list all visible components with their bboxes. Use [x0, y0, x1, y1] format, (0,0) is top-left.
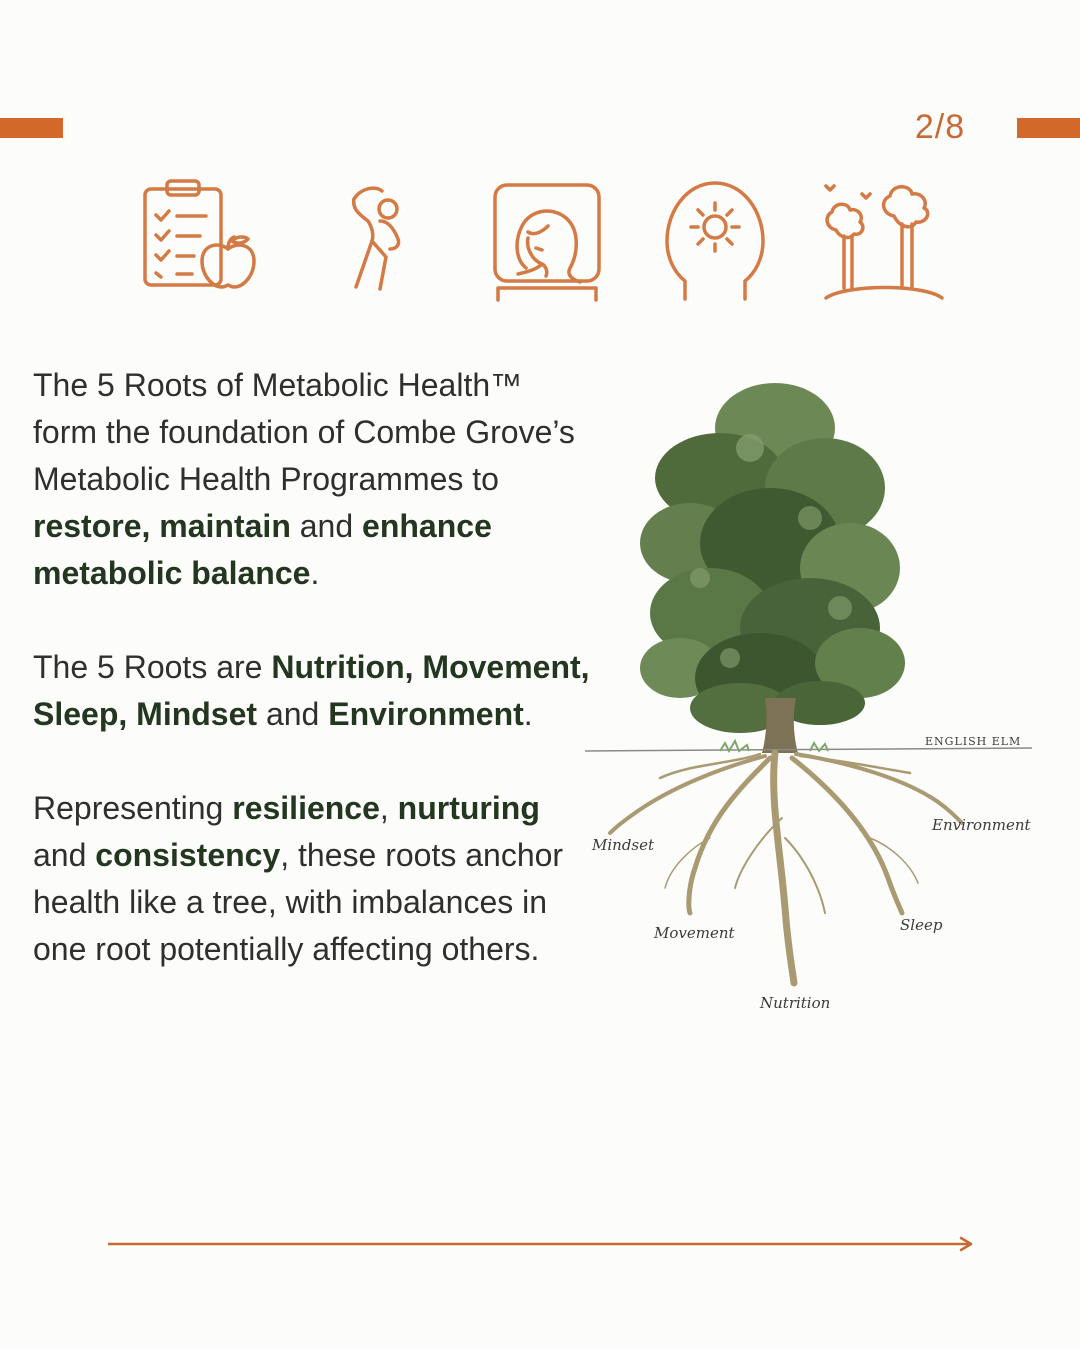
label-sleep: Sleep	[900, 916, 943, 934]
label-english-elm: ENGLISH ELM	[925, 735, 1022, 748]
ground-line	[585, 748, 1032, 751]
text-span: .	[523, 696, 533, 732]
tree-trunk	[762, 698, 798, 753]
next-arrow[interactable]	[108, 1234, 974, 1254]
paragraph-intro	[33, 362, 593, 597]
emphasis-environment: Environment	[328, 696, 524, 732]
emphasis-resilience: resilience	[232, 790, 380, 826]
movement-stretching-person-icon	[340, 175, 410, 295]
emphasis-nurturing: nurturing	[397, 790, 540, 826]
text-span: and	[290, 508, 363, 544]
environment-trees-icon	[822, 180, 944, 302]
text-span: .	[310, 555, 320, 591]
paragraph-representing	[33, 785, 593, 973]
emphasis-consistency: consistency	[95, 837, 281, 873]
emphasis-restore-maintain: restore, maintain	[33, 508, 291, 544]
text-span: , these roots anchor health like a tree, with imbalances in one root potentially affecting others.	[33, 837, 564, 967]
nutrition-clipboard-apple-icon	[140, 175, 260, 295]
text-span: and	[257, 696, 329, 732]
label-mindset: Mindset	[592, 836, 655, 854]
text-span: and	[33, 837, 96, 873]
text-span: ,	[379, 790, 398, 826]
page-indicator: 2/8	[914, 108, 966, 146]
label-nutrition: Nutrition	[760, 994, 831, 1012]
text-span: The 5 Roots of Metabolic Health™ form the foundation of Combe Grove’s Metabolic Health Programmes to	[33, 367, 575, 497]
label-environment: Environment	[932, 816, 1031, 834]
accent-bar-right	[1017, 118, 1080, 138]
label-movement: Movement	[654, 924, 735, 942]
tree-roots	[610, 753, 962, 983]
paragraph-roots	[33, 644, 593, 738]
text-span: Representing	[33, 790, 233, 826]
body-text	[33, 362, 593, 1020]
emphasis-root-list: Nutrition, Movement, Sleep, Mindset	[33, 649, 590, 732]
tree-illustration	[570, 368, 1050, 1068]
mindset-head-sun-icon	[665, 175, 765, 301]
emphasis-enhance-balance: enhance metabolic balance	[33, 508, 492, 591]
sleep-person-icon	[492, 182, 604, 302]
tree-foliage	[640, 383, 905, 733]
accent-bar-left	[0, 118, 63, 138]
text-span: The 5 Roots are	[33, 649, 272, 685]
